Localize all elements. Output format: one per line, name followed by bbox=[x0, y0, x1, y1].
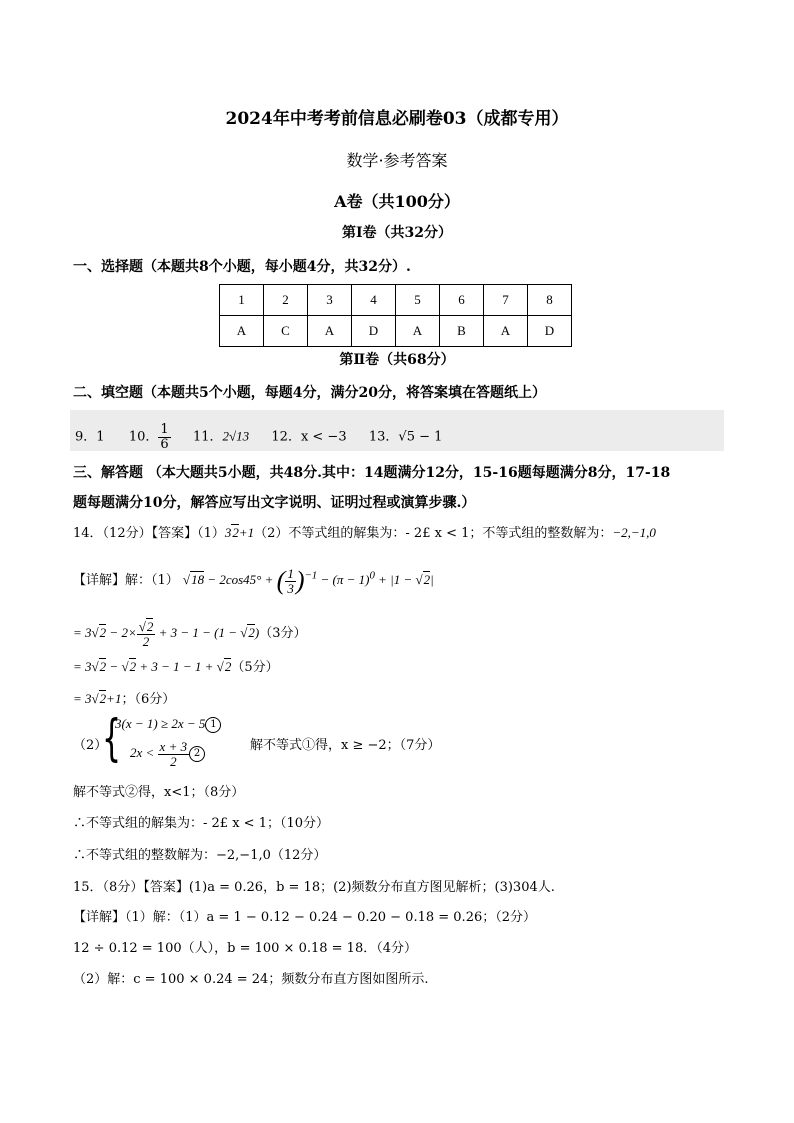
table-cell: 6 bbox=[440, 285, 484, 316]
table-cell: 8 bbox=[528, 285, 572, 316]
fraction-numerator: 1 bbox=[160, 422, 169, 437]
q15-answer-line: 15．（8分）【答案】(1)a = 0.26，b = 18；(2)频数分布直方图见解析；(3)304人. bbox=[73, 880, 555, 895]
q14-step3-expr: = 3√2+1 bbox=[73, 691, 122, 706]
page-subtitle: 数学·参考答案 bbox=[346, 151, 448, 170]
fraction-denominator: 6 bbox=[160, 436, 169, 452]
q14-answer2: （2）不等式组的解集为：- 2£ x < 1；不等式组的整数解为： bbox=[254, 526, 613, 541]
answer-9: 9．1 bbox=[75, 429, 105, 445]
q14-step1 bbox=[73, 620, 307, 648]
table-cell: 3 bbox=[308, 285, 352, 316]
inequality-1: 3(x − 1) ≥ 2x − 5 1 bbox=[115, 716, 221, 733]
table-cell: 5 bbox=[396, 285, 440, 316]
q14-answer1: 32+1 bbox=[224, 525, 255, 540]
q14-prefix: 14．（12分）【答案】（1） bbox=[73, 526, 225, 541]
answer-11-label: 11． bbox=[192, 429, 223, 445]
part2-heading: 第Ⅱ卷（共68分） bbox=[339, 352, 455, 368]
system-brace: { bbox=[102, 709, 122, 767]
answer-table-answer-row bbox=[220, 316, 572, 347]
table-cell: A bbox=[396, 316, 440, 347]
q15-detail-2: 12 ÷ 0.12 = 100（人），b = 100 × 0.18 = 18．（4分） bbox=[73, 941, 417, 956]
inequality-2: 2x < $\frac{x + 3}{2}$ 2 bbox=[130, 740, 205, 768]
q14-step2-expr: = 3√2 − √2 + 3 − 1 − 1 + √2 bbox=[73, 659, 232, 674]
q14-step3 bbox=[73, 688, 175, 707]
q14-answer-line bbox=[73, 522, 656, 541]
q14-step3-score: ；（6分） bbox=[121, 692, 176, 707]
answer-13: 13．√5 − 1 bbox=[368, 429, 443, 445]
table-cell: 7 bbox=[484, 285, 528, 316]
table-cell: 2 bbox=[264, 285, 308, 316]
table-cell: D bbox=[352, 316, 396, 347]
answer-table-number-row bbox=[220, 285, 572, 316]
q14-part2-step: 解不等式①得，x ≥ −2；（7分） bbox=[250, 738, 441, 753]
table-cell: A bbox=[308, 316, 352, 347]
q14-ineq2-step: 解不等式②得，x<1；（8分） bbox=[73, 785, 245, 800]
q15-detail-1: 【详解】（1）解：（1）a = 1 − 0.12 − 0.24 − 0.20 − 0.18 = 0.26；（2分） bbox=[73, 910, 537, 925]
fill-answers bbox=[75, 423, 442, 451]
q14-expression: √18 − 2cos45° + ( $\frac{1}{3}$ )$^{-1} - (\pi - 1)^0 + |1 - √2|$ bbox=[182, 565, 434, 596]
q15-detail-3: （2）解：c = 100 × 0.24 = 24；频数分布直方图如图所示. bbox=[73, 972, 429, 987]
table-cell: B bbox=[440, 316, 484, 347]
table-cell: D bbox=[528, 316, 572, 347]
q14-step1-expr: = 3√2 − 2× $\frac{√2}{2}$ + 3 − 1 − (1 − √2) bbox=[73, 619, 260, 649]
table-cell: C bbox=[264, 316, 308, 347]
q14-step2 bbox=[73, 656, 279, 675]
q3-heading-line2: 题每题满分10分，解答应写出文字说明、证明过程或演算步骤.） bbox=[73, 495, 476, 511]
answer-12: 12．x < −3 bbox=[271, 429, 347, 445]
part1-heading: 第I卷（共32分） bbox=[341, 225, 453, 241]
table-cell: 4 bbox=[352, 285, 396, 316]
q14-solution-set: ∴不等式组的解集为：- 2£ x < 1；（10分） bbox=[73, 816, 330, 831]
answer-table bbox=[219, 284, 572, 347]
section-a-heading: A卷（共100分） bbox=[334, 192, 460, 211]
q14-detail-prefix: 【详解】解：（1） bbox=[73, 572, 179, 588]
answer-11-value: 2√13 bbox=[222, 428, 250, 444]
q2-heading: 二、填空题（本题共5个小题，每题4分，满分20分，将答案填在答题纸上） bbox=[73, 385, 546, 401]
answer-10-fraction bbox=[158, 423, 170, 451]
q3-heading-line1: 三、解答题 （本大题共5小题，共48分.其中：14题满分12分，15-16题每题满分8分，17-18 bbox=[73, 465, 671, 481]
page-title: 2024年中考考前信息必刷卷03（成都专用） bbox=[225, 109, 569, 129]
q14-step2-score: （5分） bbox=[231, 660, 279, 675]
table-cell: A bbox=[220, 316, 264, 347]
table-cell: 1 bbox=[220, 285, 264, 316]
q14-step1-score: （3分） bbox=[259, 626, 307, 642]
q14-part2-label: （2） bbox=[73, 738, 108, 753]
q14-integer-solution: ∴不等式组的整数解为：−2,−1,0（12分） bbox=[73, 848, 327, 863]
table-cell: A bbox=[484, 316, 528, 347]
q14-integer-solutions: −2,−1,0 bbox=[612, 525, 656, 540]
q1-heading: 一、选择题（本题共8个小题，每小题4分，共32分）. bbox=[73, 259, 411, 275]
answer-10-label: 10． bbox=[128, 429, 159, 445]
q14-detail-line bbox=[73, 566, 434, 596]
